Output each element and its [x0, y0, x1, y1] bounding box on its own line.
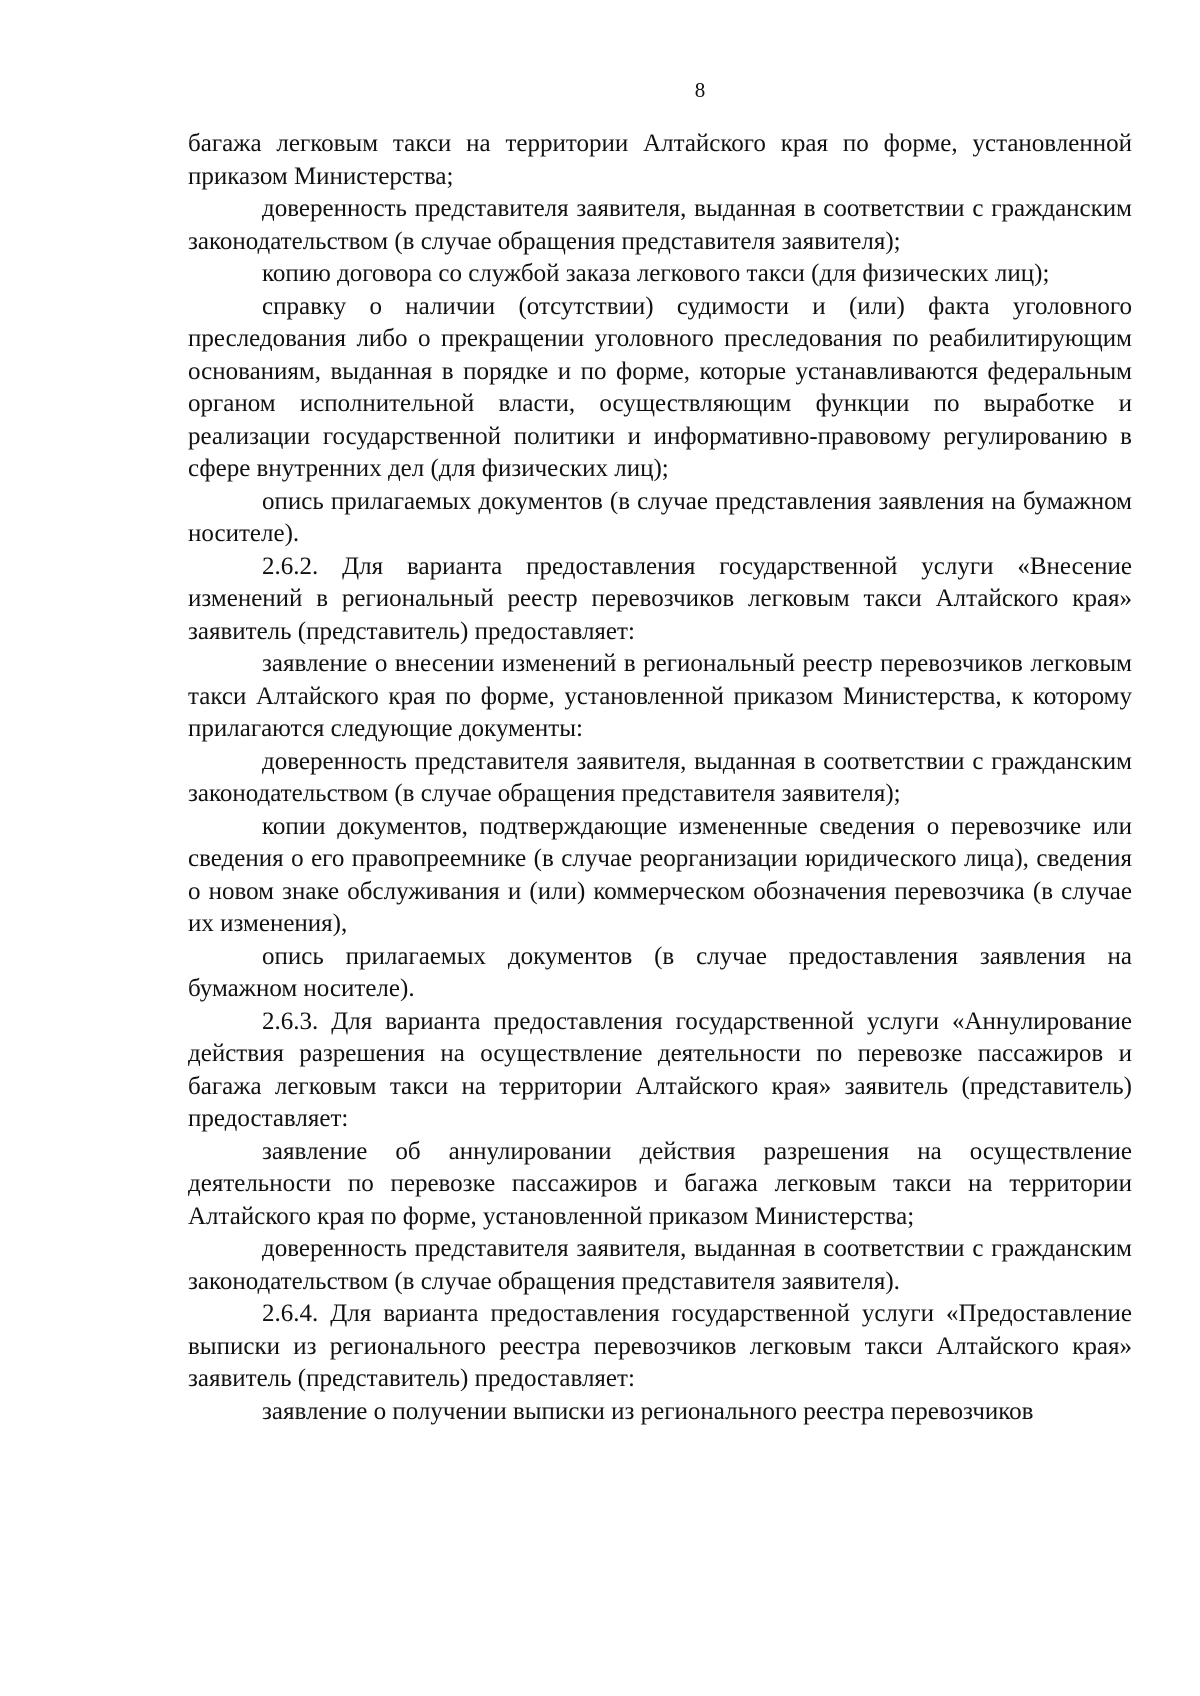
section-paragraph-2-6-4: 2.6.4. Для варианта предоставления государственной услуги «Предоставление выписки из регионального реестра перевозчиков легковым такси Алтайского края» заявитель (представитель) предоставляет:: [188, 1300, 1132, 1392]
paragraph: заявление о внесении изменений в региональный реестр перевозчиков легковым такси Алтайского края по форме, установленной приказом Министерства, к которому прилагаются следующие документы:: [188, 650, 1132, 742]
paragraph: багажа легковым такси на территории Алтайского края по форме, установленной приказом Министерства;: [188, 130, 1132, 190]
section-paragraph-2-6-2: 2.6.2. Для варианта предоставления государственной услуги «Внесение изменений в региональный реестр перевозчиков легковым такси Алтайского края» заявитель (представитель) предоставляет:: [188, 552, 1132, 645]
paragraph: справку о наличии (отсутствии) судимости и (или) факта уголовного преследования либо о прекращении уголовного преследования по реабилитирующим основаниям, выданная в порядке и по форме, которые устанавливаются федеральным органом исполнительной власти, осуществляющим функции по выработке и реализации государственной политики и информативно-правовому регулированию в сфере внутренних дел (для физических лиц);: [188, 292, 1132, 482]
page-number: 8: [694, 78, 706, 102]
paragraph: опись прилагаемых документов (в случае представления заявления на бумажном носителе).: [188, 487, 1132, 547]
paragraph: доверенность представителя заявителя, выданная в соответствии с гражданским законодательством (в случае обращения представителя заявителя);: [188, 747, 1132, 807]
paragraph: копию договора со службой заказа легкового такси (для физических лиц);: [262, 260, 1050, 287]
paragraph: опись прилагаемых документов (в случае предоставления заявления на бумажном носителе).: [188, 942, 1132, 1002]
paragraph: копии документов, подтверждающие измененные сведения о перевозчике или сведения о его правопреемнике (в случае реорганизации юридического лица), сведения о новом знаке обслуживания и (или) коммерческом обозначения перевозчика (в случае их изменения),: [188, 812, 1132, 937]
document-body: [188, 128, 1132, 1428]
paragraph: заявление о получении выписки из регионального реестра перевозчиков: [262, 1397, 1034, 1425]
paragraph: заявление об аннулировании действия разрешения на осуществление деятельности по перевозке пассажиров и багажа легковым такси на территории Алтайского края по форме, установленной приказом Министерства;: [188, 1137, 1132, 1230]
section-paragraph-2-6-3: 2.6.3. Для варианта предоставления государственной услуги «Аннулирование действия разрешения на осуществление деятельности по перевозке пассажиров и багажа легковым такси на территории Алтайского края» заявитель (представитель) предоставляет:: [188, 1007, 1132, 1132]
paragraph: доверенность представителя заявителя, выданная в соответствии с гражданским законодательством (в случае обращения представителя заявителя).: [188, 1235, 1132, 1295]
paragraph: доверенность представителя заявителя, выданная в соответствии с гражданским законодательством (в случае обращения представителя заявителя);: [188, 195, 1132, 255]
